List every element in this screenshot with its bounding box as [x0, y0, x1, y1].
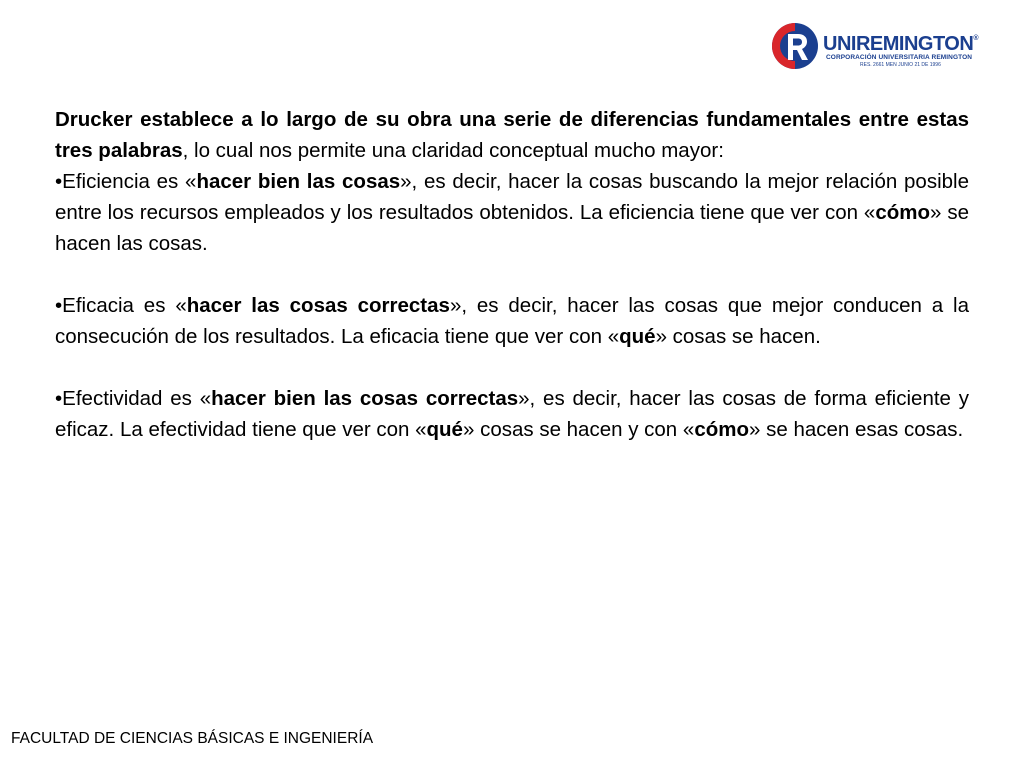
uniremington-logo — [770, 20, 990, 72]
logo-resolution: RES. 2661 MEN JUNIO 21 DE 1996 — [860, 62, 941, 68]
slide-body — [55, 104, 969, 445]
bullet-eficacia: •Eficacia es «hacer las cosas correctas», es decir, hacer las cosas que mejor conducen a la consecución de los resultados. La eficacia tiene que ver con «qué» cosas se hacen. — [55, 294, 969, 348]
logo-emblem-icon — [770, 20, 820, 72]
bullet-eficiencia: •Eficiencia es «hacer bien las cosas», es decir, hacer la cosas buscando la mejor relación posible entre los recursos empleados y los resultados obtenidos. La eficiencia tiene que ver con «cómo» se hacen las cosas. — [55, 170, 969, 255]
logo-subtitle: CORPORACIÓN UNIVERSITARIA REMINGTON — [826, 54, 973, 61]
footer-faculty-label: FACULTAD DE CIENCIAS BÁSICAS E INGENIERÍA — [11, 730, 374, 747]
bullet-efectividad: •Efectividad es «hacer bien las cosas correctas», es decir, hacer las cosas de forma eficiente y eficaz. La efectividad tiene que ver con «qué» cosas se hacen y con «cómo» se hacen esas cosas. — [55, 387, 969, 441]
intro-paragraph: Drucker establece a lo largo de su obra una serie de diferencias fundamentales entre estas tres palabras, lo cual nos permite una claridad conceptual mucho mayor: — [55, 108, 969, 162]
logo-wordmark: UNIREMINGTON® — [823, 33, 978, 55]
